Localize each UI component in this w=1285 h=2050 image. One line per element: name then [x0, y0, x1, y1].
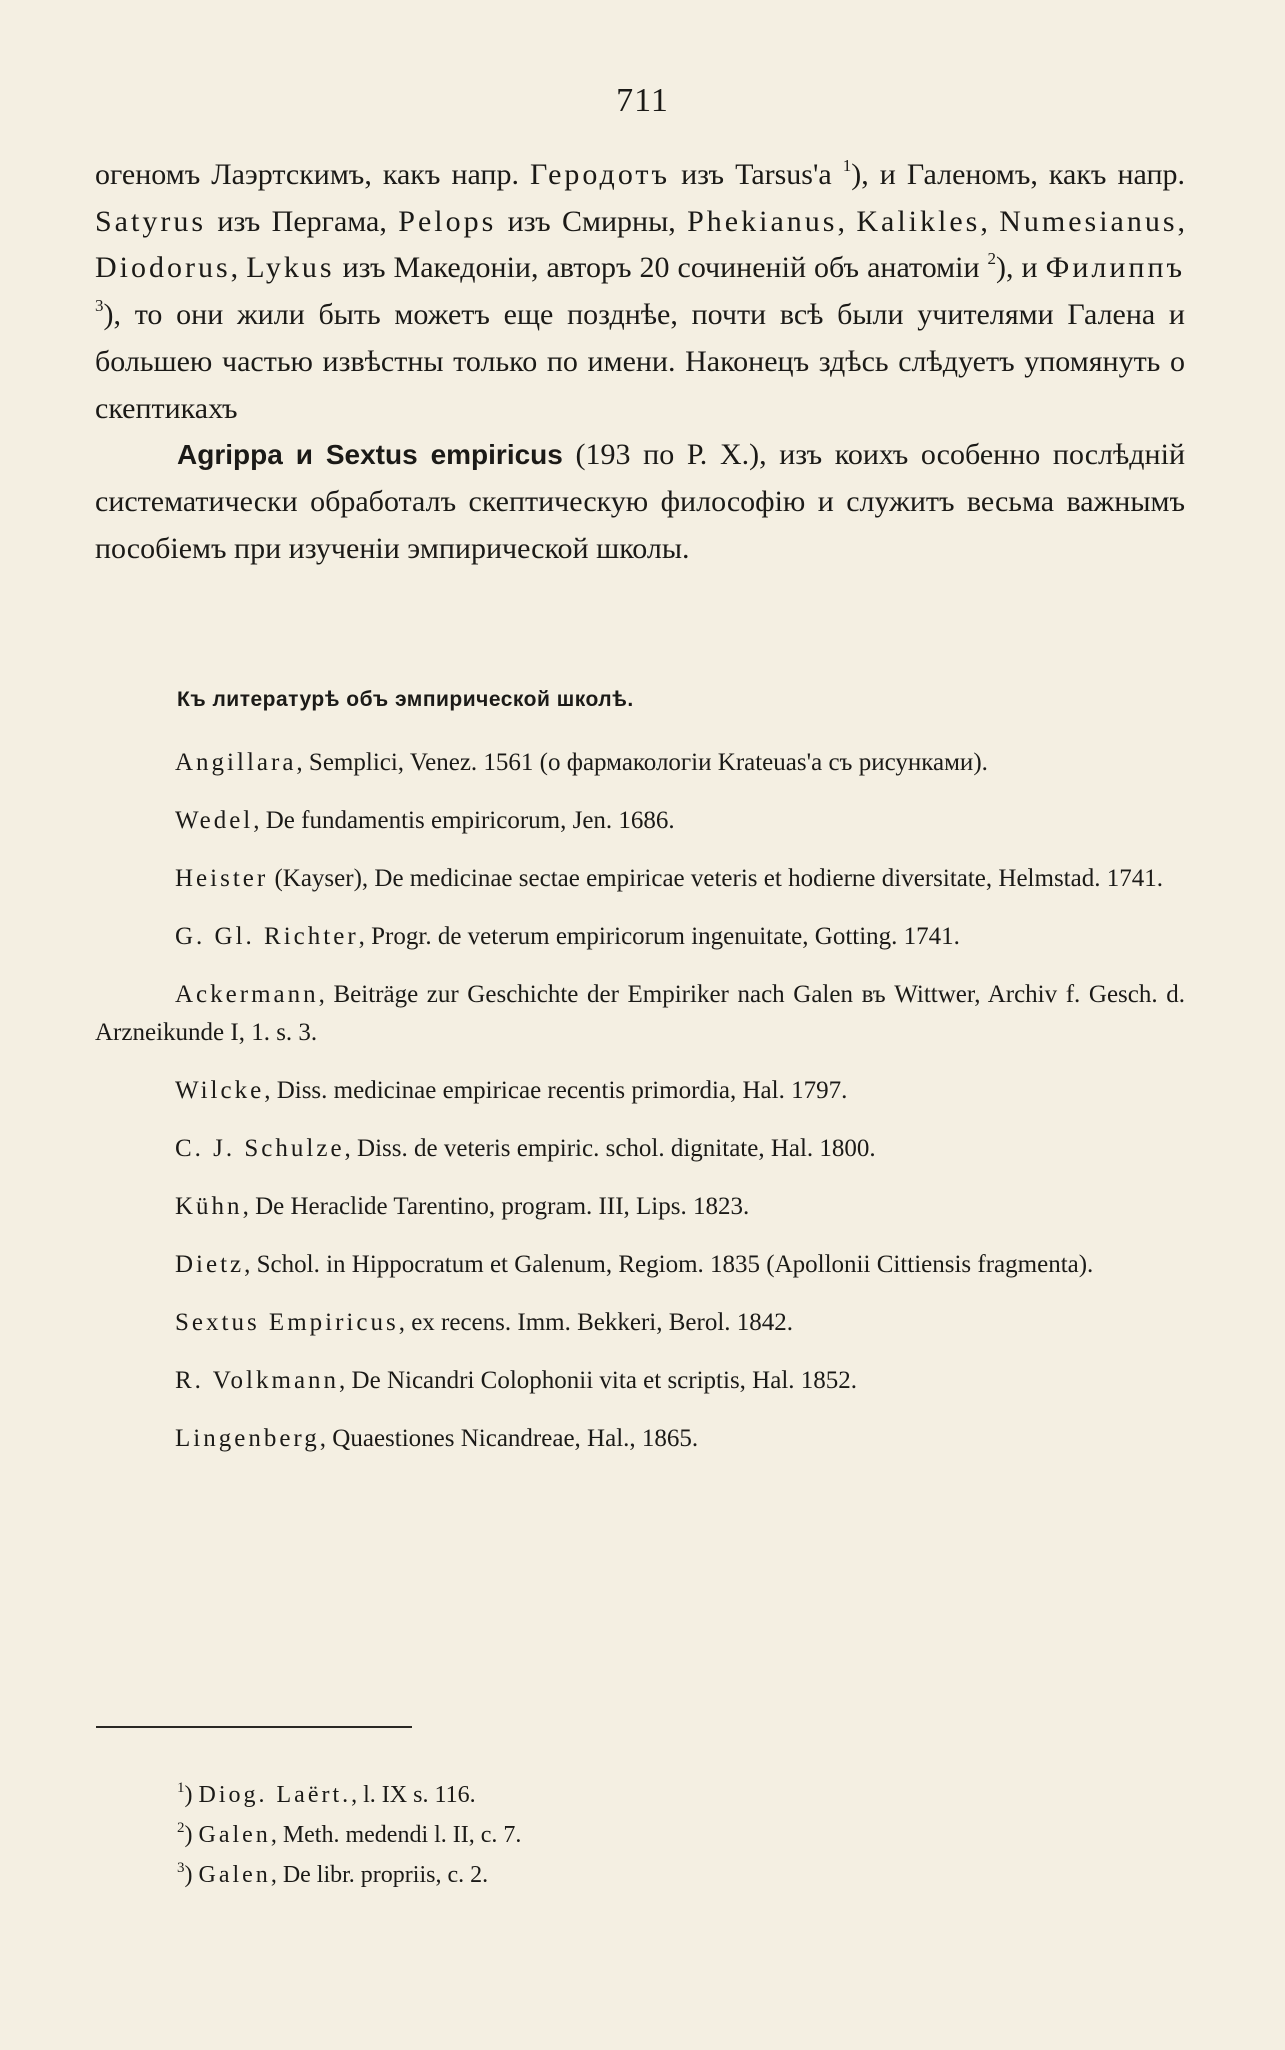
footnote: $^1$) Diog. Laërt., l. IX s. 116.	[177, 1780, 476, 1808]
footnote: $^2$) Galen, Meth. medendi l. II, c. 7.	[177, 1820, 522, 1848]
footnote-text: , Meth. medendi l. II, c. 7.	[270, 1822, 522, 1848]
entry-author: Heister	[175, 865, 269, 892]
text-run: ), и Галеномъ, какъ напр.	[851, 158, 1186, 191]
list-item	[95, 1130, 1185, 1168]
text-run: изъ Смирны,	[507, 204, 676, 238]
entry-text: , Schol. in Hippocratum et Galenum, Regiom. 1835 (Apollonii Cittiensis fragmenta).	[244, 1251, 1094, 1278]
footnote-divider	[96, 1726, 412, 1728]
page-number: 711	[616, 82, 669, 119]
text-run: (193 по Р. Х.), изъ коихъ особенно послѣдній систематически обработалъ скептическую философію и служитъ весьма важнымъ пособіемъ при изученіи эмпирической школы.	[95, 438, 1186, 565]
entry-text: , Quaestiones Nicandreae, Hal., 1865.	[319, 1425, 699, 1452]
footnote-ref-3: 3	[95, 296, 104, 316]
entry-author: Dietz	[175, 1251, 245, 1278]
entry-text: , Semplici, Venez. 1561 (о фармакологіи Krateuas'а съ рисунками).	[296, 749, 988, 776]
name-diodorus: Diodorus	[95, 251, 231, 285]
punctuation: ,	[980, 204, 988, 238]
name-numesianus: Numesianus	[999, 204, 1178, 238]
list-item	[95, 918, 1185, 956]
literature-heading: Къ литературѣ объ эмпирической школѣ.	[177, 688, 634, 711]
footnote-author: Galen	[198, 1862, 271, 1888]
list-item	[95, 976, 1185, 1052]
footnote: $^3$) Galen, De libr. propriis, c. 2.	[177, 1860, 489, 1888]
list-item	[95, 1362, 1185, 1400]
punctuation: ,	[230, 251, 239, 285]
footnote-author: Galen	[198, 1822, 271, 1848]
literature-list	[95, 744, 1185, 1478]
entry-text: , Beiträge zur Geschichte der Empiriker nach Galen въ Wittwer, Archiv f. Gesch. d. Arzneikunde I, 1. s. 3.	[95, 981, 1185, 1046]
name-lykus: Lykus	[246, 251, 335, 285]
list-item	[95, 860, 1185, 898]
footnote-text: , l. IX s. 116.	[351, 1782, 476, 1808]
entry-text: , Diss. de veteris empiric. schol. dignitate, Hal. 1800.	[344, 1135, 876, 1162]
footnote-number: 3	[177, 1860, 185, 1876]
entry-text: , De Nicandri Colophonii vita et scriptis, Hal. 1852.	[339, 1367, 858, 1394]
name-herodot: Геродотъ	[530, 158, 671, 191]
paragraph-2	[95, 432, 1185, 572]
name-philippus: Филиппъ	[1045, 251, 1186, 285]
name-satyrus: Satyrus	[95, 204, 206, 238]
text-run: изъ Македоніи, авторъ 20 сочиненій объ анатоміи	[342, 251, 980, 285]
name-phekianus: Phekianus	[687, 204, 838, 238]
entry-text: , De Heraclide Tarentino, program. III, Lips. 1823.	[242, 1193, 750, 1220]
entry-text: , ex recens. Imm. Bekkeri, Berol. 1842.	[398, 1309, 794, 1336]
footnote-number: 1	[177, 1780, 185, 1796]
footnote-author: Diog. Laërt.	[198, 1782, 352, 1808]
list-item	[95, 1072, 1185, 1110]
main-text	[95, 152, 1185, 572]
name-kalikles: Kalikles	[856, 204, 981, 238]
list-item	[95, 1188, 1185, 1226]
footnote-number: 2	[177, 1820, 185, 1836]
entry-author: Angillara	[175, 749, 297, 776]
list-item	[95, 1246, 1185, 1284]
list-item	[95, 802, 1185, 840]
paragraph-1	[95, 152, 1185, 432]
list-item	[95, 1304, 1185, 1342]
text-run: изъ Tarsus'а	[681, 158, 832, 191]
entry-author: Sextus Empiricus	[175, 1309, 399, 1336]
footnote-ref-1: 1	[842, 156, 852, 175]
entry-author: G. Gl. Richter	[175, 923, 359, 950]
punctuation: ,	[837, 204, 845, 238]
text-run: изъ Пергама,	[217, 204, 387, 238]
entry-author: C. J. Schulze	[175, 1135, 345, 1162]
entry-author: Lingenberg	[175, 1425, 320, 1452]
name-pelops: Pelops	[398, 204, 497, 238]
name-agrippa-sextus: Agrippa и Sextus empiricus	[177, 439, 563, 471]
entry-text: , De fundamentis empiricorum, Jen. 1686.	[253, 807, 675, 834]
entry-author: Wedel	[175, 807, 254, 834]
text-run: ), то они жили быть можетъ еще позднѣе, почти всѣ были учителями Галена и большею частью извѣстны только по имени. Наконецъ здѣсь слѣдуетъ упомянуть о скептикахъ	[95, 298, 1185, 425]
punctuation: ,	[1177, 204, 1186, 238]
entry-author: Ackermann	[175, 981, 319, 1008]
text-run: ), и	[996, 251, 1038, 285]
list-item	[95, 1420, 1185, 1458]
entry-text: , Diss. medicinae empiricae recentis primordia, Hal. 1797.	[264, 1077, 848, 1104]
entry-author: Wilcke	[175, 1077, 265, 1104]
entry-text: (Kayser), De medicinae sectae empiricae veteris et hodierne diversitate, Helmstad. 1741.	[268, 865, 1163, 892]
footnote-ref-2: 2	[987, 249, 997, 269]
entry-author: Kühn	[175, 1193, 243, 1220]
footnotes	[177, 1775, 1177, 1895]
entry-text: , Progr. de veterum empiricorum ingenuitate, Gotting. 1741.	[358, 923, 960, 950]
text-run: огеномъ Лаэртскимъ, какъ напр.	[95, 158, 519, 191]
list-item	[95, 744, 1185, 782]
entry-author: R. Volkmann	[175, 1367, 340, 1394]
footnote-text: , De libr. propriis, c. 2.	[270, 1862, 489, 1888]
